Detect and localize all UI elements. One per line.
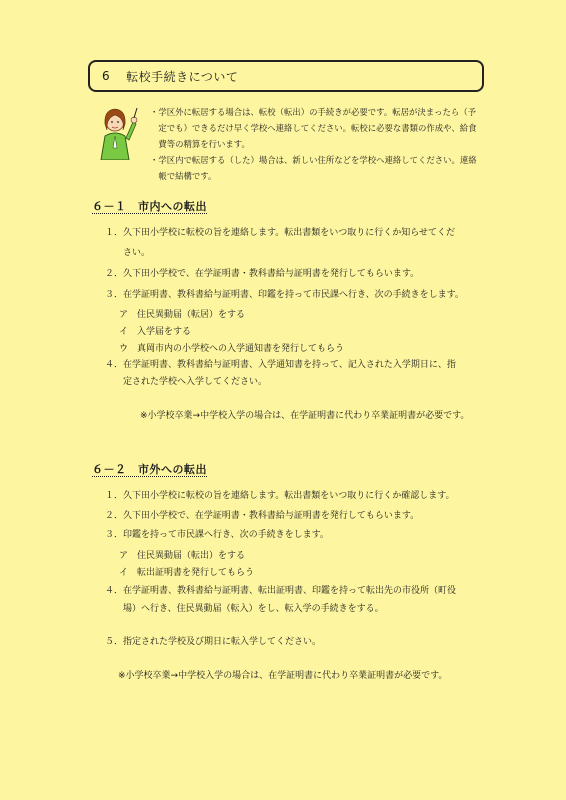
intro-line: ・学区外に転居する場合は、転校（転出）の手続きが必要です。転居が決まったら（予 xyxy=(150,107,476,117)
section1-line: ４．在学証明書、教科書給与証明書、入学通知書を持って、記入された入学期日に、指 xyxy=(105,360,456,370)
intro-line: 定でも）できるだけ早く学校へ連絡してください。転校に必要な書類の作成や、給食 xyxy=(150,123,477,133)
section1-line: ２．久下田小学校で、在学証明書・教科書給与証明書を発行してもらいます。 xyxy=(105,269,420,279)
section1-line: ３．在学証明書、教科書給与証明書、印鑑を持って市民課へ行き、次の手続きをします。 xyxy=(105,290,464,300)
section1-line: ア 住民異動届（転居）をする xyxy=(110,310,246,320)
intro-line: 費等の精算を行います。 xyxy=(150,139,250,149)
teacher-illustration-icon xyxy=(93,100,139,160)
section2-heading: ６－２ 市外への転出 xyxy=(92,463,207,476)
section2-line: イ 転出証明書を発行してもらう xyxy=(110,568,255,578)
section2-line: ５．指定された学校及び期日に転入学してください。 xyxy=(105,637,322,647)
intro-notes xyxy=(150,104,495,184)
section2-note: ※小学校卒業→中学校入学の場合は、在学証明書に代わり卒業証明書が必要です。 xyxy=(118,671,448,681)
section1-line: 定された学校へ入学してください。 xyxy=(105,377,268,387)
intro-line: ・学区内で転居する（した）場合は、新しい住所などを学校へ連絡してください。連絡 xyxy=(150,155,477,165)
section2-line: ア 住民異動届（転出）をする xyxy=(110,551,246,561)
section1-line: １．久下田小学校に転校の旨を連絡します。転出書類をいつ取りに行くか知らせてくだ xyxy=(105,228,456,238)
section-title: 転校手続きについて xyxy=(126,69,239,84)
section1-line: イ 入学届をする xyxy=(110,327,192,337)
section2-line: ３．印鑑を持って市民課へ行き、次の手続きをします。 xyxy=(105,530,329,540)
section2-line: １．久下田小学校に転校の旨を連絡します。転出書類をいつ取りに行くか確認します。 xyxy=(105,491,455,501)
intro-line: 帳で結構です。 xyxy=(150,171,217,181)
section-number: 6 xyxy=(102,69,111,83)
section2-line: ４．在学証明書、教科書給与証明書、転出証明書、印鑑を持って転出先の市役所（町役 xyxy=(105,586,457,596)
section1-note: ※小学校卒業→中学校入学の場合は、在学証明書に代わり卒業証明書が必要です。 xyxy=(140,411,470,421)
section1-line: さい。 xyxy=(105,248,151,258)
section1-line: ウ 真岡市内の小学校への入学通知書を発行してもらう xyxy=(110,344,345,354)
section2-line: ２．久下田小学校で、在学証明書・教科書給与証明書を発行してもらいます。 xyxy=(105,511,420,521)
section-title-box xyxy=(88,60,484,92)
section2-line: 場）へ行き、住民異動届（転入）をし、転入学の手続きをする。 xyxy=(105,604,384,614)
section1-heading: ６－１ 市内への転出 xyxy=(92,200,207,213)
